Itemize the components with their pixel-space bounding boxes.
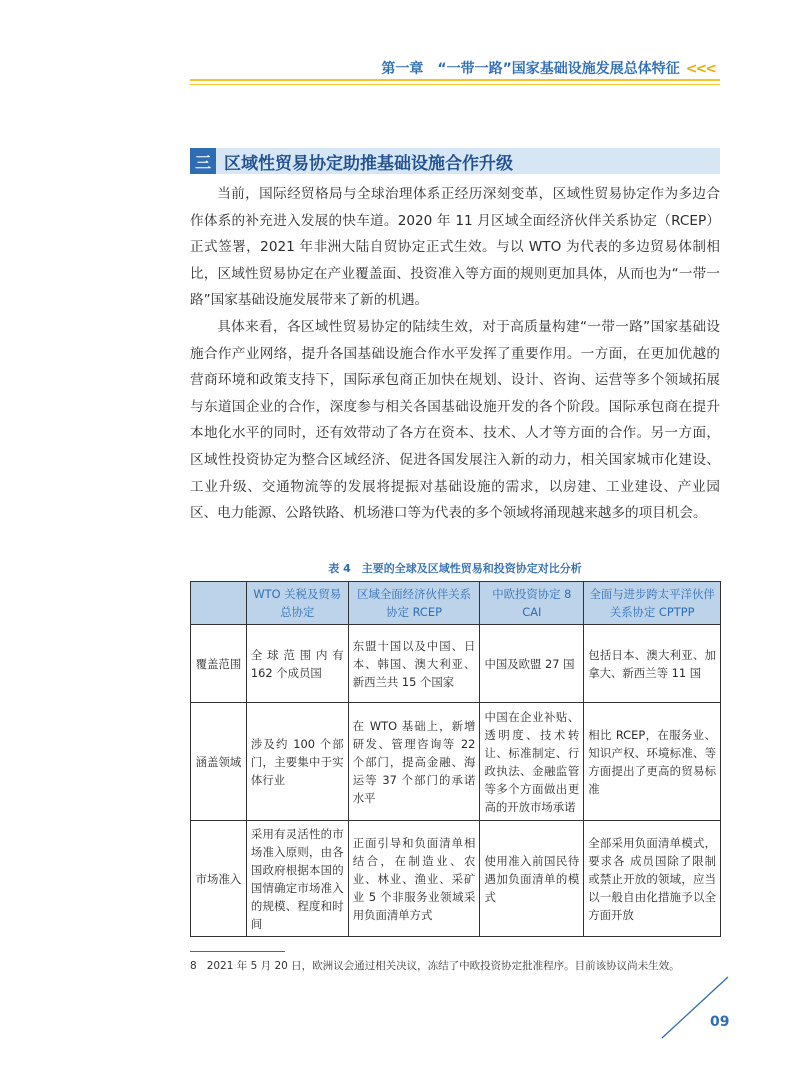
table-cell: 东盟十国以及中国、日本、韩国、澳大利亚、新西兰共 15 个国家 [348,625,480,703]
table-cell: 中国在企业补贴、透明度、技术转让、标准制定、行政执法、金融监管等多个方面做出更高的开放市场承诺 [480,703,584,821]
row-label: 覆盖范围 [191,625,247,703]
chevron-icon: <<< [685,61,715,77]
table-row [191,821,721,937]
table-cell: 涉及约 100 个部门，主要集中于实体行业 [246,703,348,821]
footnote-number: 8 [190,960,197,972]
table-header-cell: 区域全面经济伙伴关系协定 RCEP [348,582,480,625]
table-cell: 采用有灵活性的市场准入原则，由各国政府根据本国的国情确定市场准入的规模、程度和时间 [246,821,348,937]
table-header-cell: WTO 关税及贸易总协定 [246,582,348,625]
table-row [191,703,721,821]
page-decoration-slash [660,975,730,1040]
footnote-text: 2021 年 5 月 20 日，欧洲议会通过相关决议，冻结了中欧投资协定批准程序。目前该协议尚未生效。 [206,960,680,972]
chapter-title: 第一章 “一带一路”国家基础设施发展总体特征 [381,61,680,77]
table-cell: 包括日本、澳大利亚、加拿大、新西兰等 11 国 [584,625,721,703]
table-row [191,625,721,703]
table-cell: 在 WTO 基础上，新增研发、管理咨询等 22 个部门，提高金融、海运等 37 个部门的承诺水平 [348,703,480,821]
header-rule [190,79,720,85]
table-cell: 使用准入前国民待遇加负面清单的模式 [480,821,584,937]
table-header-cell: 全面与进步跨太平洋伙伴关系协定 CPTPP [584,582,721,625]
table-cell: 中国及欧盟 27 国 [480,625,584,703]
section-number: 三 [190,148,216,174]
row-label: 涵盖领域 [191,703,247,821]
table-cell: 正面引导和负面清单相结合，在制造业、农业、林业、渔业、采矿业 5 个非服务业领域采用负面清单方式 [348,821,480,937]
row-label: 市场准入 [191,821,247,937]
table-header-row [191,582,721,625]
footnote [190,958,730,973]
section-title: 区域性贸易协定助推基础设施合作升级 [224,153,513,174]
page-number: 09 [710,1014,730,1030]
table-header-cell [191,582,247,625]
body-text [190,181,720,527]
paragraph: 当前，国际经贸格局与全球治理体系正经历深刻变革，区域性贸易协定作为多边合作体系的补充进入发展的快车道。2020 年 11 月区域全面经济伙伴关系协定（RCEP）正式签署，2021 年非洲大陆自贸协定正式生效。与以 WTO 为代表的多边贸易体制相比，区域性贸易协定在产业覆盖面、投资准入等方面的规则更加具体，从而也为“一带一路”国家基础设施发展带来了新的机遇。 [190,186,720,309]
table-cell: 全球范围内有 162 个成员国 [246,625,348,703]
table-cell: 相比 RCEP，在服务业、知识产权、环境标准、等方面提出了更高的贸易标准 [584,703,721,821]
table-caption: 表 4 主要的全球及区域性贸易和投资协定对比分析 [328,562,582,575]
table-header-cell: 中欧投资协定 8 CAI [480,582,584,625]
comparison-table [190,581,721,937]
running-header [381,58,715,78]
table-cell: 全部采用负面清单模式，要求各 成员国除了限制或禁止开放的领域，应当以一般自由化措施予以全方面开放 [584,821,721,937]
paragraph: 具体来看，各区域性贸易协定的陆续生效，对于高质量构建“一带一路”国家基础设施合作产业网络，提升各国基础设施合作水平发挥了重要作用。一方面，在更加优越的营商环境和政策支持下，国际承包商正加快在规划、设计、咨询、运营等多个领域拓展与东道国企业的合作，深度参与相关各国基础设施开发的各个阶段。国际承包商在提升本地化水平的同时，还有效带动了各方在资本、技术、人才等方面的合作。另一方面，区域性投资协定为整合区域经济、促进各国发展注入新的动力，相关国家城市化建设、工业升级、交通物流等的发展将提振对基础设施的需求，以房建、工业建设、产业园区、电力能源、公路铁路、机场港口等为代表的多个领域将涌现越来越多的项目机会。 [190,318,720,522]
section-heading [190,148,720,174]
footnote-rule [190,951,285,952]
